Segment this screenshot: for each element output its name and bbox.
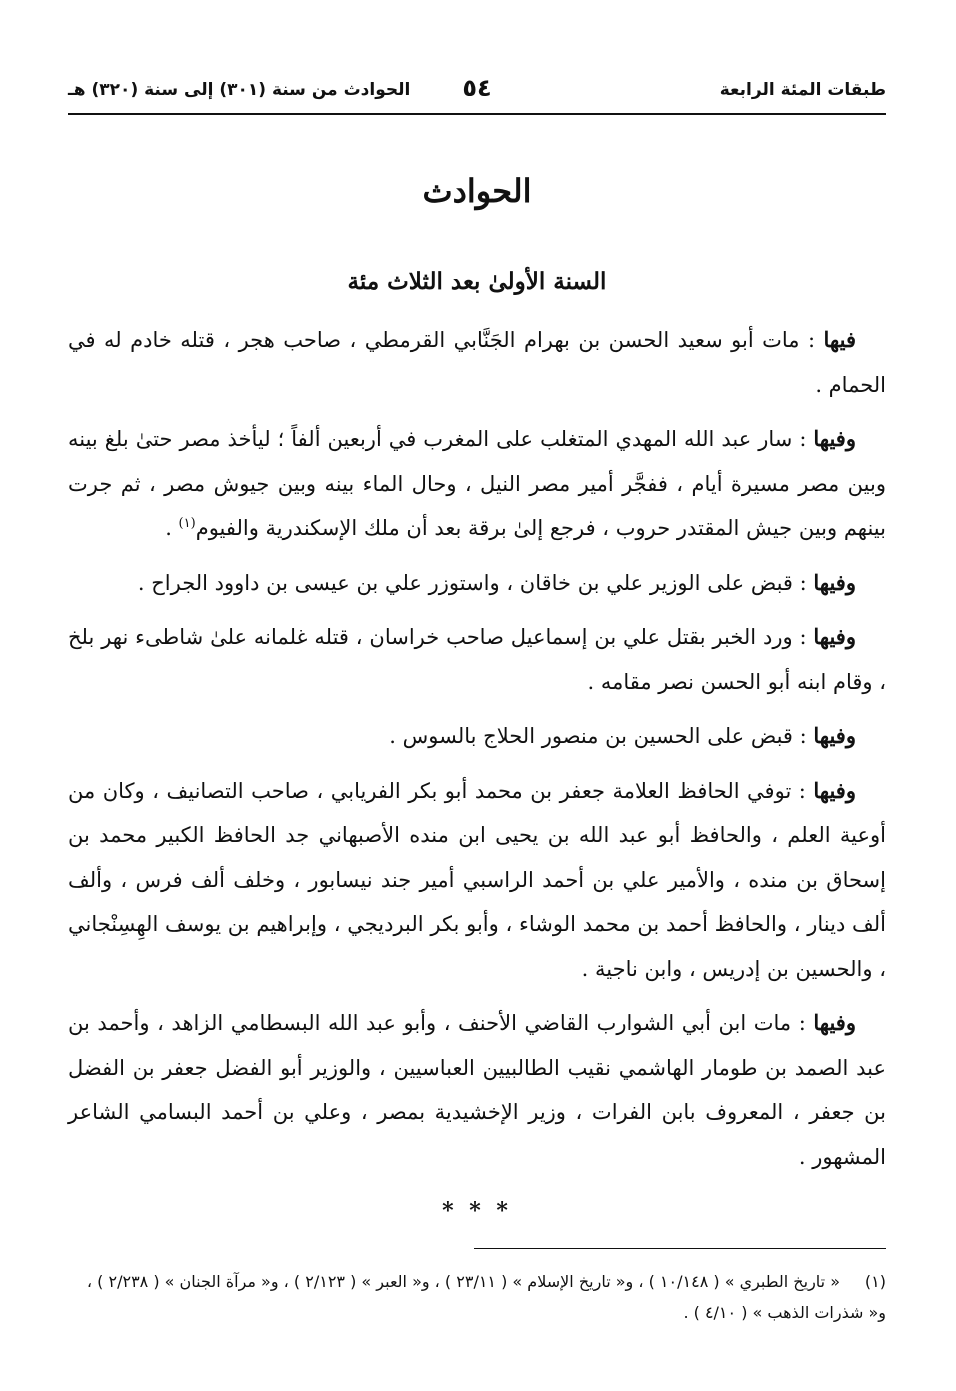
paragraph-text: : مات ابن أبي الشوارب القاضي الأحنف ، وأبو عبد الله البسطامي الزاهد ، وأحمد بن عبد الصمد بن طومار الهاشمي نقيب الطالبيين العباسيين ، والوزير أبو الفضل جعفر بن الفضل بن جعفر ، المعروف بابن الفرات ، وزير الإخشيدية بمصر ، وعلي بن أحمد البسامي الشاعر المشهور .	[68, 1011, 886, 1169]
paragraph-5	[68, 714, 886, 759]
paragraph-text-end: .	[165, 516, 179, 540]
paragraph-4	[68, 615, 886, 704]
paragraph-1	[68, 318, 886, 407]
paragraph-lead: وفيها	[813, 777, 856, 803]
paragraph-lead: فيها	[823, 327, 856, 352]
footnote-text: « تاريخ الطبري » ( ١٠/١٤٨ ) ، و« تاريخ الإسلام » ( ٢٣/١١ ) ، و« العبر » ( ٢/١٢٣ ) ، و« مرآة الجنان » ( ٢/٢٣٨ ) ، و« شذرات الذهب » ( ٤/١٠ ) .	[86, 1272, 886, 1322]
running-header	[68, 72, 886, 112]
paragraph-text: : قبض على الوزير علي بن خاقان ، واستوزر علي بن عيسى بن داوود الجراح .	[137, 570, 814, 595]
section-separator: * * *	[442, 1198, 512, 1224]
paragraph-6	[68, 769, 886, 992]
paragraph-text: : توفي الحافظ العلامة جعفر بن محمد أبو بكر الفريابي ، صاحب التصانيف ، وكان من أوعية العلم ، والحافظ أبو عبد الله بن يحيى ابن منده الأصبهاني جد الحافظ الكبير محمد بن إسحاق بن منده ، والأمير علي بن أحمد الراسبي أمير جند نيسابور ، وخلف ألف فرس ، وألف ألف دينار ، والحافظ أحمد بن محمد الوشاء ، وأبو بكر البرديجي ، وإبراهيم بن يوسف الهِسِنْجاني ، والحسين بن إدريس ، وابن ناجية .	[68, 778, 886, 981]
paragraph-3	[68, 561, 886, 606]
year-heading: السنة الأولىٰ بعد الثلاث مئة	[347, 268, 607, 295]
book-title: طبقات المئة الرابعة	[719, 80, 886, 100]
footnote	[68, 1266, 886, 1328]
section-range: الحوادث من سنة (٣٠١) إلى سنة (٣٢٠) هـ	[68, 80, 411, 100]
paragraph-text: : مات أبو سعيد الحسن بن بهرام الجَنَّابي القرمطي ، صاحب هجر ، قتله خادم له في الحمام .	[68, 328, 886, 397]
paragraph-lead: وفيها	[813, 1010, 856, 1035]
paragraph-lead: وفيها	[813, 723, 856, 748]
page-number: ٥٤	[462, 74, 492, 102]
page-title: الحوادث	[422, 172, 532, 210]
paragraph-lead: وفيها	[813, 426, 856, 451]
footnote-reference[interactable]: (١)	[178, 516, 196, 531]
footnote-rule	[474, 1248, 886, 1249]
paragraph-2	[68, 417, 886, 551]
paragraph-text: : سار عبد الله المهدي المتغلب على المغرب في أربعين ألفاً ؛ ليأخذ مصر حتىٰ بلغ بينه وبين مصر مسيرة أيام ، ففجَّر أمير مصر النيل ، وحال الماء بينه وبين جيوش مصر ، ثم جرت بينهم وبين جيش المقتدر حروب ، فرجع إلىٰ برقة بعد أن ملك الإسكندرية والفيوم	[68, 427, 886, 540]
body-text	[68, 318, 886, 1234]
paragraph-7	[68, 1001, 886, 1179]
header-rule	[68, 113, 886, 115]
paragraph-text: : قبض على الحسين بن منصور الحلاج بالسوس .	[389, 724, 814, 748]
paragraph-lead: وفيها	[813, 624, 856, 649]
footnote-number: (١)	[864, 1272, 886, 1291]
paragraph-lead: وفيها	[813, 569, 856, 595]
paragraph-text: : ورد الخبر بقتل علي بن إسماعيل صاحب خراسان ، قتله غلمانه علىٰ شاطىء نهر بلخ ، وقام ابنه أبو الحسن نصر مقامه .	[68, 625, 886, 694]
